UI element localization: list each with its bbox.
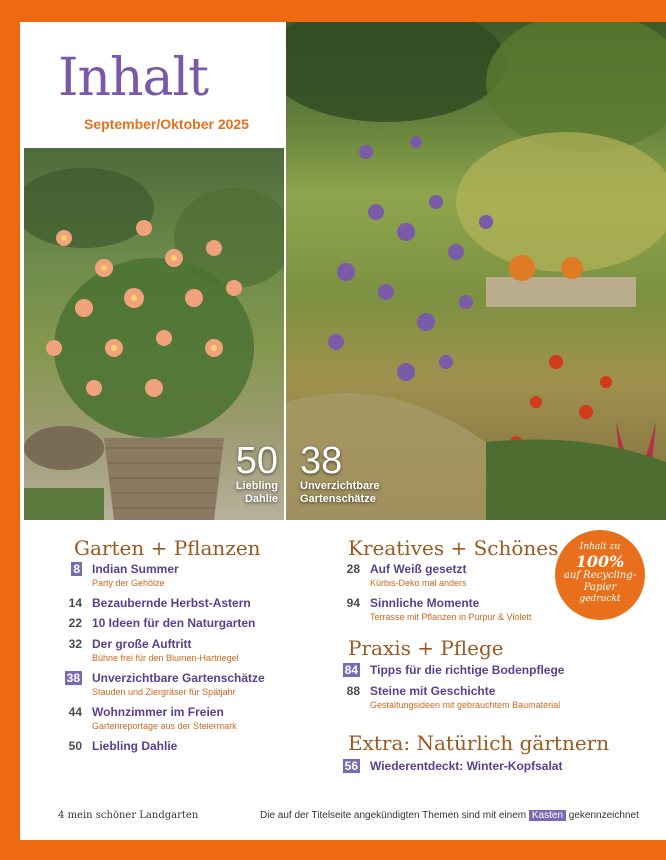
toc-page-number: 14: [68, 596, 82, 610]
toc-title: Tipps für die richtige Bodenpflege: [370, 663, 565, 677]
badge-line1: Inhalt zu: [579, 542, 621, 552]
toc-page-number: 56: [344, 759, 358, 773]
toc-entry[interactable]: [58, 739, 177, 754]
garden-caption-line1: Unverzichtbare: [300, 480, 380, 492]
badge-line3: auf Recycling-: [563, 570, 637, 581]
toc-title: Bezaubernde Herbst-Astern: [92, 596, 251, 610]
toc-title: Unverzichtbare Gartenschätze: [92, 671, 265, 685]
toc-entry[interactable]: [58, 637, 239, 664]
toc-title: Auf Weiß gesetzt: [370, 562, 467, 576]
garden-photo[interactable]: [286, 22, 666, 520]
toc-page-number: 88: [346, 684, 360, 698]
recycling-badge: [555, 530, 645, 620]
toc-page-number: 8: [73, 562, 80, 576]
toc-subtitle: Party der Gehölze: [92, 578, 165, 588]
toc-page-number: 94: [346, 596, 360, 610]
toc-entry[interactable]: [336, 562, 467, 589]
toc-entry[interactable]: [58, 616, 255, 631]
garden-caption: [300, 442, 379, 506]
page-title: Inhalt: [58, 48, 209, 108]
toc-subtitle: Bühne frei für den Blumen-Hartriegel: [92, 653, 239, 663]
toc-entry[interactable]: [58, 562, 179, 589]
toc-entry[interactable]: [336, 684, 560, 711]
toc-entry[interactable]: [336, 759, 562, 774]
footer-note-text: Die auf der Titelseite angekündigten Themen sind mit einem: [260, 810, 527, 821]
toc-page-number: 28: [346, 562, 360, 576]
section-heading-kreatives: Kreatives + Schönes: [348, 536, 559, 560]
toc-subtitle: Gestaltungsideen mit gebrauchtem Baumaterial: [370, 700, 561, 710]
badge-line5: gedruckt: [579, 594, 621, 604]
section-heading-garten: Garten + Pflanzen: [74, 536, 261, 560]
toc-title: 10 Ideen für den Naturgarten: [92, 616, 256, 630]
toc-title: Sinnliche Momente: [370, 596, 480, 610]
section-heading-praxis: Praxis + Pflege: [348, 636, 504, 660]
toc-title: Der große Auftritt: [92, 637, 192, 651]
toc-entry[interactable]: [58, 596, 251, 611]
toc-page-number: 84: [344, 663, 358, 677]
footer-note: [260, 810, 639, 821]
toc-subtitle: Terrasse mit Pflanzen in Purpur & Violett: [370, 612, 532, 622]
toc-title: Liebling Dahlie: [92, 739, 178, 753]
footer-magazine: [58, 810, 198, 821]
dahlia-caption: [224, 442, 278, 506]
toc-page-number: 50: [68, 739, 82, 753]
garden-page-number: 38: [300, 440, 343, 482]
section-heading-extra: Extra: Natürlich gärtnern: [348, 731, 610, 755]
toc-entry[interactable]: [336, 596, 531, 623]
dahlia-photo[interactable]: [24, 148, 284, 520]
toc-title: Wiederentdeckt: Winter-Kopfsalat: [370, 759, 563, 773]
toc-title: Wohnzimmer im Freien: [92, 705, 224, 719]
contents-page: [20, 22, 666, 840]
toc-page-number: 44: [68, 705, 82, 719]
toc-entry[interactable]: [58, 671, 265, 698]
footer-page-number: 4: [58, 810, 65, 821]
toc-subtitle: Gartenreportage aus der Steiermark: [92, 721, 237, 731]
footer-kasten: Kasten: [529, 810, 566, 821]
toc-subtitle: Kürbis-Deko mal anders: [370, 578, 467, 588]
toc-entry[interactable]: [58, 705, 237, 732]
toc-title: Steine mit Geschichte: [370, 684, 496, 698]
toc-page-number: 32: [68, 637, 82, 651]
dahlia-caption-line1: Liebling: [235, 480, 278, 492]
toc-page-number: 22: [68, 616, 82, 630]
dahlia-page-number: 50: [235, 440, 278, 482]
footer-note-end: gekennzeichnet: [568, 810, 639, 821]
toc-page-number: 38: [66, 671, 80, 685]
toc-title: Indian Summer: [92, 562, 179, 576]
badge-line4: Papier: [583, 582, 617, 593]
garden-caption-line2: Gartenschätze: [300, 493, 376, 505]
badge-line2: 100%: [575, 552, 625, 571]
dahlia-caption-line2: Dahlie: [244, 493, 278, 505]
issue-date: September/Oktober 2025: [84, 116, 249, 132]
toc-subtitle: Stauden und Ziergräser für Spätjahr: [92, 687, 236, 697]
footer-magazine-name: mein schöner Landgarten: [67, 810, 199, 821]
toc-entry[interactable]: [336, 663, 564, 678]
